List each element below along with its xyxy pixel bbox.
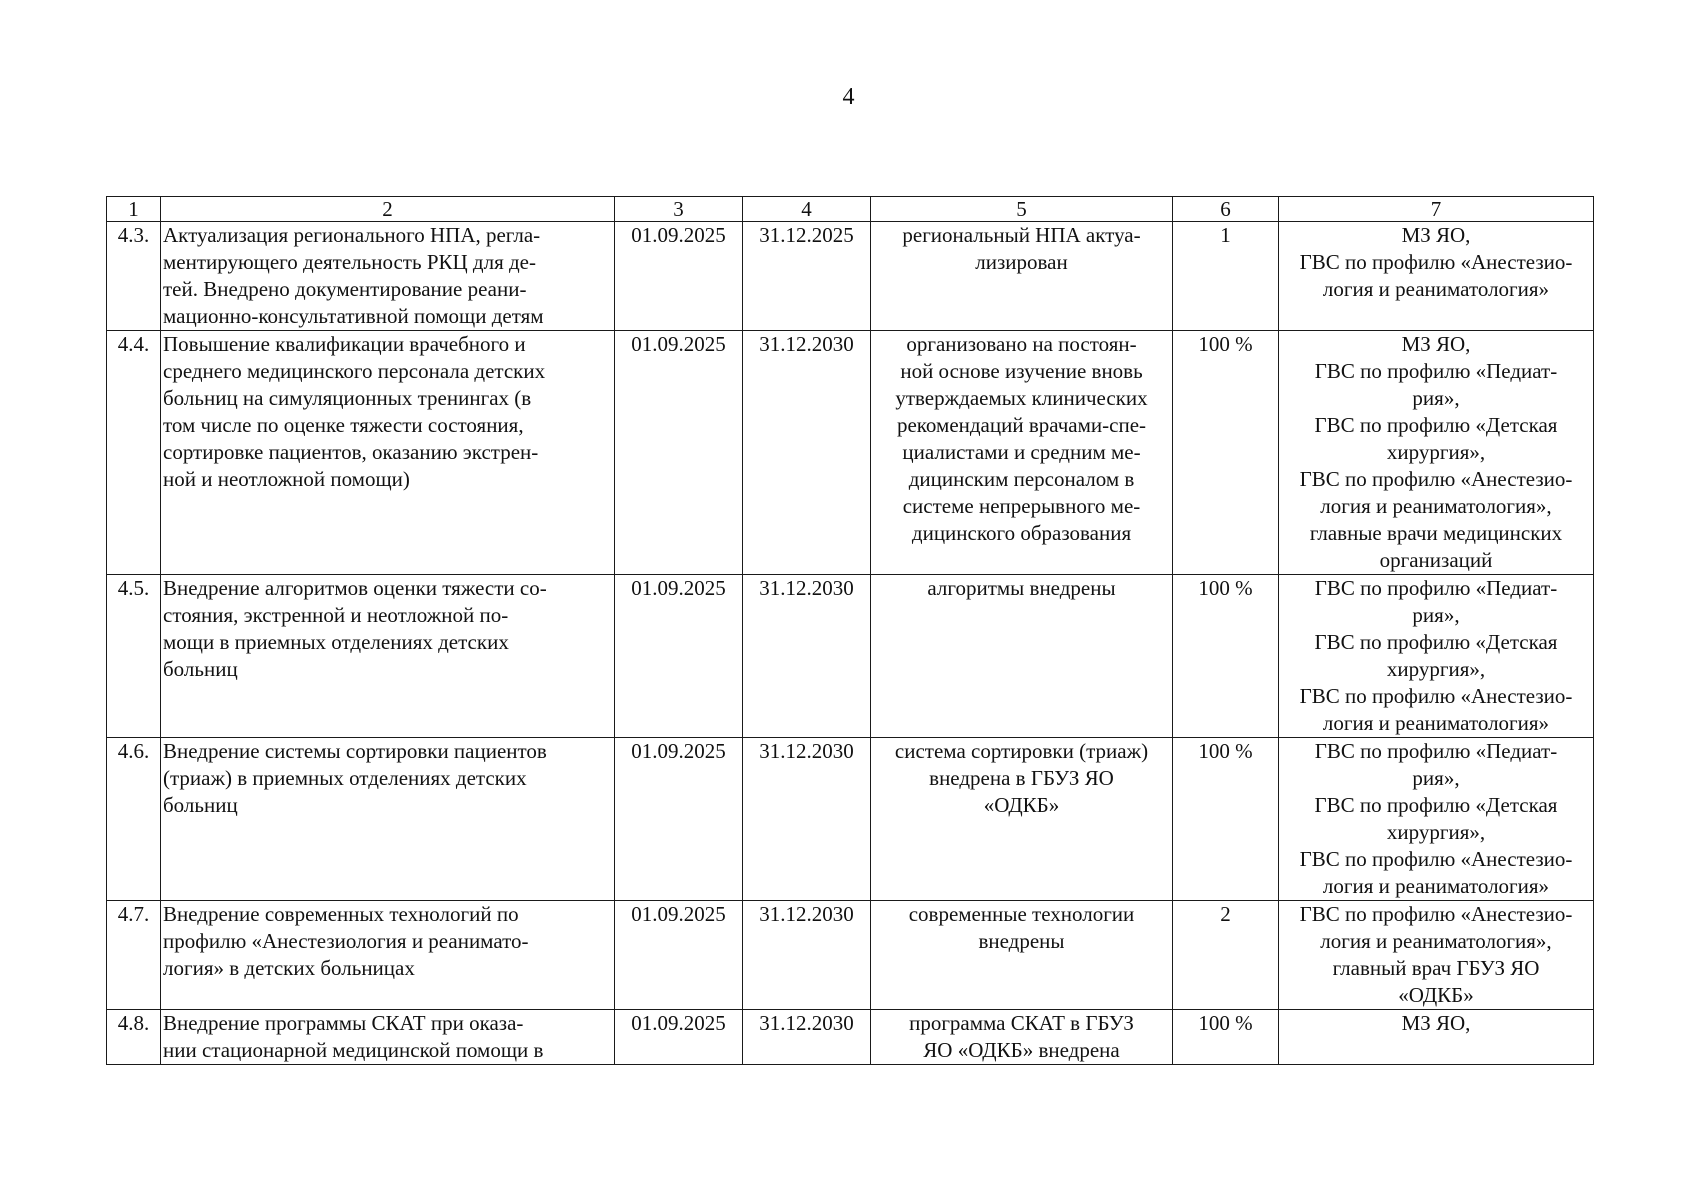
page-number: 4 [842, 84, 855, 110]
expected-result-cell [871, 901, 1173, 1010]
expected-result-line: дицинским персоналом в [908, 467, 1135, 491]
activity-name-line: стояния, экстренной и неотложной по- [163, 603, 509, 627]
column-number: 3 [615, 197, 743, 222]
responsible-line: ГВС по профилю «Детская [1314, 793, 1558, 817]
activity-name-cell [161, 1010, 615, 1065]
responsible-line: хирургия», [1386, 820, 1486, 844]
activity-name-line: больниц [163, 793, 238, 817]
responsible-line: «ОДКБ» [1398, 983, 1474, 1007]
column-number: 2 [161, 197, 615, 222]
responsible-line: ГВС по профилю «Детская [1314, 413, 1558, 437]
activity-name-line: (триаж) в приемных отделениях детских [163, 766, 527, 790]
responsible-line: логия и реаниматология» [1322, 277, 1550, 301]
table-row [107, 901, 1594, 1010]
responsible-line: ГВС по профилю «Педиат- [1314, 576, 1558, 600]
item-number: 4.7. [107, 901, 161, 1010]
activity-name-cell [161, 901, 615, 1010]
action-plan-table [106, 196, 1594, 1065]
expected-result-line: организовано на постоян- [906, 332, 1137, 356]
column-number: 7 [1279, 197, 1594, 222]
activity-name-line: логия» в детских больницах [163, 956, 415, 980]
expected-result-line: циалистами и средним ме- [902, 440, 1141, 464]
expected-result-line: дицинского образования [911, 521, 1132, 545]
start-date: 01.09.2025 [615, 738, 743, 901]
responsible-line: логия и реаниматология» [1322, 711, 1550, 735]
activity-name-line: Актуализация регионального НПА, регла- [163, 223, 541, 247]
expected-result-line: внедрена в ГБУЗ ЯО [929, 766, 1114, 790]
item-number: 4.4. [107, 331, 161, 575]
responsible-line: МЗ ЯО, [1401, 1011, 1471, 1035]
responsible-line: рия», [1412, 766, 1460, 790]
expected-result-line: ной основе изучение вновь [900, 359, 1143, 383]
column-number: 4 [743, 197, 871, 222]
activity-name-line: Внедрение программы СКАТ при оказа- [163, 1011, 524, 1035]
activity-name-cell [161, 738, 615, 901]
expected-result-cell [871, 738, 1173, 901]
responsible-line: логия и реаниматология» [1322, 874, 1550, 898]
responsible-line: ГВС по профилю «Анестезио- [1299, 250, 1573, 274]
responsible-cell [1279, 1010, 1594, 1065]
end-date: 31.12.2030 [743, 738, 871, 901]
expected-result-line: региональный НПА актуа- [902, 223, 1141, 247]
expected-result-line: рекомендаций врачами-спе- [896, 413, 1147, 437]
responsible-line: главный врач ГБУЗ ЯО [1332, 956, 1540, 980]
responsible-line: главные врачи медицинских [1309, 521, 1563, 545]
end-date: 31.12.2030 [743, 901, 871, 1010]
activity-name-line: нии стационарной медицинской помощи в [163, 1038, 544, 1062]
responsible-line: МЗ ЯО, [1401, 223, 1471, 247]
responsible-cell [1279, 331, 1594, 575]
responsible-cell [1279, 222, 1594, 331]
activity-name-line: профилю «Анестезиология и реанимато- [163, 929, 529, 953]
indicator-value: 2 [1173, 901, 1279, 1010]
activity-name-line: сортировке пациентов, оказанию экстрен- [163, 440, 539, 464]
activity-name-line: больниц [163, 657, 238, 681]
indicator-value: 100 % [1173, 1010, 1279, 1065]
activity-name-line: мощи в приемных отделениях детских [163, 630, 509, 654]
table-row [107, 222, 1594, 331]
end-date: 31.12.2030 [743, 575, 871, 738]
activity-name-line: больниц на симуляционных тренингах (в [163, 386, 532, 410]
table-row [107, 1010, 1594, 1065]
column-number-row [107, 197, 1594, 222]
expected-result-line: современные технологии [908, 902, 1135, 926]
indicator-value: 100 % [1173, 331, 1279, 575]
activity-name-line: ментирующего деятельность РКЦ для де- [163, 250, 536, 274]
activity-name-cell [161, 575, 615, 738]
responsible-line: ГВС по профилю «Педиат- [1314, 739, 1558, 763]
item-number: 4.5. [107, 575, 161, 738]
column-number: 1 [107, 197, 161, 222]
responsible-line: МЗ ЯО, [1401, 332, 1471, 356]
activity-name-line: том числе по оценке тяжести состояния, [163, 413, 524, 437]
responsible-line: хирургия», [1386, 440, 1486, 464]
item-number: 4.3. [107, 222, 161, 331]
indicator-value: 100 % [1173, 738, 1279, 901]
table-row [107, 738, 1594, 901]
item-number: 4.6. [107, 738, 161, 901]
responsible-line: ГВС по профилю «Анестезио- [1299, 684, 1573, 708]
activity-name-line: тей. Внедрено документирование реани- [163, 277, 527, 301]
responsible-line: логия и реаниматология», [1320, 929, 1552, 953]
expected-result-line: утверждаемых клинических [895, 386, 1148, 410]
table-row [107, 575, 1594, 738]
responsible-line: ГВС по профилю «Педиат- [1314, 359, 1558, 383]
expected-result-line: система сортировки (триаж) [894, 739, 1149, 763]
expected-result-cell [871, 575, 1173, 738]
responsible-line: ГВС по профилю «Анестезио- [1299, 902, 1573, 926]
responsible-line: организаций [1379, 548, 1493, 572]
start-date: 01.09.2025 [615, 575, 743, 738]
responsible-line: ГВС по профилю «Анестезио- [1299, 847, 1573, 871]
start-date: 01.09.2025 [615, 222, 743, 331]
expected-result-line: ЯО «ОДКБ» внедрена [923, 1038, 1120, 1062]
activity-name-cell [161, 331, 615, 575]
responsible-line: логия и реаниматология», [1320, 494, 1552, 518]
activity-name-line: Внедрение системы сортировки пациентов [163, 739, 547, 763]
end-date: 31.12.2025 [743, 222, 871, 331]
responsible-line: хирургия», [1386, 657, 1486, 681]
expected-result-cell [871, 222, 1173, 331]
activity-name-line: Внедрение современных технологий по [163, 902, 519, 926]
activity-name-cell [161, 222, 615, 331]
expected-result-line: алгоритмы внедрены [927, 576, 1116, 600]
responsible-line: ГВС по профилю «Детская [1314, 630, 1558, 654]
expected-result-line: лизирован [975, 250, 1068, 274]
responsible-cell [1279, 575, 1594, 738]
responsible-cell [1279, 901, 1594, 1010]
expected-result-cell [871, 1010, 1173, 1065]
column-number: 5 [871, 197, 1173, 222]
start-date: 01.09.2025 [615, 1010, 743, 1065]
indicator-value: 100 % [1173, 575, 1279, 738]
activity-name-line: Внедрение алгоритмов оценки тяжести со- [163, 576, 547, 600]
responsible-line: рия», [1412, 386, 1460, 410]
indicator-value: 1 [1173, 222, 1279, 331]
table-row [107, 331, 1594, 575]
end-date: 31.12.2030 [743, 1010, 871, 1065]
end-date: 31.12.2030 [743, 331, 871, 575]
responsible-cell [1279, 738, 1594, 901]
column-number: 6 [1173, 197, 1279, 222]
item-number: 4.8. [107, 1010, 161, 1065]
start-date: 01.09.2025 [615, 901, 743, 1010]
expected-result-line: «ОДКБ» [983, 793, 1060, 817]
expected-result-line: программа СКАТ в ГБУЗ [909, 1011, 1134, 1035]
responsible-line: ГВС по профилю «Анестезио- [1299, 467, 1573, 491]
activity-name-line: среднего медицинского персонала детских [163, 359, 546, 383]
expected-result-line: внедрены [978, 929, 1065, 953]
activity-name-line: Повышение квалификации врачебного и [163, 332, 526, 356]
expected-result-cell [871, 331, 1173, 575]
expected-result-line: системе непрерывного ме- [902, 494, 1141, 518]
responsible-line: рия», [1412, 603, 1460, 627]
activity-name-line: мационно-консультативной помощи детям [163, 304, 544, 328]
activity-name-line: ной и неотложной помощи) [163, 467, 410, 491]
start-date: 01.09.2025 [615, 331, 743, 575]
